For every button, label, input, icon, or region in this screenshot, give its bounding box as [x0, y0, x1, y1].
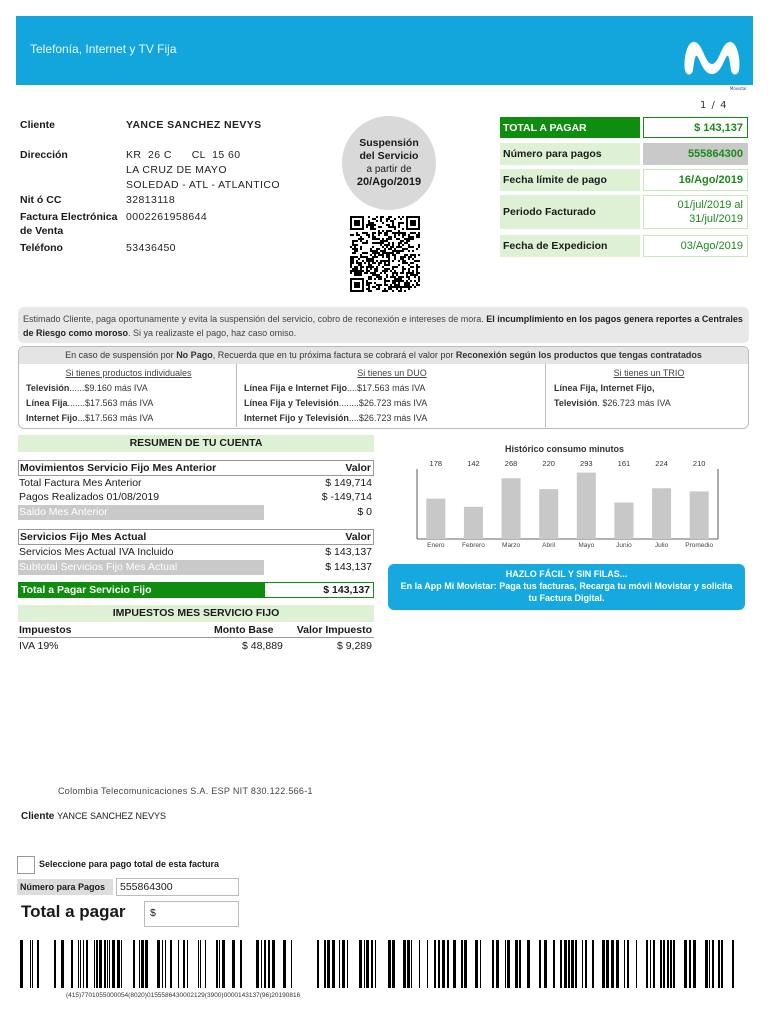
- app-info-line2: En la App Mi Movistar: Paga tus facturas, Recarga tu móvil Movistar y solicita: [400, 581, 733, 591]
- direccion-line1: KR 26 C CL 15 60: [126, 149, 241, 161]
- total-factura-value: $ 149,714: [325, 477, 372, 489]
- servicios-head-valor: Valor: [345, 531, 371, 543]
- company-name: Colombia Telecomunicaciones S.A. ESP NIT 830.122.566-1: [58, 786, 313, 796]
- duo-line3-label: Internet Fijo y Televisión: [244, 413, 349, 423]
- cliente-value: YANCE SANCHEZ NEVYS: [126, 119, 262, 131]
- servicios-head-label: Servicios Fijo Mes Actual: [20, 531, 147, 543]
- reconnection-duo: [244, 366, 540, 426]
- reconnection-head-text-1: En caso de suspensión por: [65, 350, 174, 360]
- coupon-total-input[interactable]: $: [144, 901, 239, 927]
- servicios-label: Servicios Mes Actual IVA Incluido: [19, 546, 174, 558]
- pay-total-label: Seleccione para pago total de esta factura: [39, 859, 220, 869]
- reconnection-trio: [554, 366, 744, 411]
- chart-value-label: 210: [692, 459, 706, 468]
- trio-title: Si tienes un TRIO: [613, 368, 685, 378]
- servicios-value: $ 143,137: [325, 546, 372, 558]
- saldo-label: Saldo Mes Anterior: [18, 505, 264, 520]
- impuestos-head-valor: Valor Impuesto: [296, 624, 372, 636]
- chart-title: Histórico consumo minutos: [505, 444, 625, 454]
- impuestos-row: [18, 639, 374, 654]
- chart-bar: [464, 507, 483, 539]
- summary-periodo-label: Periodo Facturado: [500, 195, 640, 229]
- summary-fecha-limite-value: 16/Ago/2019: [643, 169, 748, 191]
- suspension-date: 20/Ago/2019: [356, 176, 422, 188]
- chart-bar: [502, 478, 521, 539]
- chart-value-label: 224: [655, 459, 668, 468]
- trio-line1-label: Línea Fija, Internet Fijo,: [554, 383, 655, 393]
- trio-line2-price: . $26.723 más IVA: [597, 398, 671, 408]
- direccion-label: Dirección: [20, 149, 68, 161]
- subtotal-value: $ 143,137: [325, 561, 372, 573]
- qr-code-icon: [350, 216, 420, 292]
- impuestos-head: [18, 623, 374, 638]
- notice-text-bold: El incumplimiento en los pagos genera reportes a Centrales de Riesgo como moroso: [23, 314, 743, 338]
- nit-label: Nit ó CC: [20, 194, 62, 206]
- chart-bar: [614, 503, 633, 539]
- summary-expedicion-row: [500, 235, 748, 257]
- coupon-client-label: Cliente: [21, 811, 55, 822]
- total-factura-row: [18, 476, 374, 491]
- chart-category-label: Febrero: [462, 542, 485, 549]
- summary-numero-label: Número para pagos: [500, 143, 640, 165]
- chart-bar: [577, 473, 596, 539]
- trio-line2-label: Televisión: [554, 398, 598, 408]
- page-number: 1 / 4: [700, 100, 728, 111]
- chart-category-label: Enero: [427, 542, 445, 549]
- summary-periodo-value-2: 31/jul/2019: [689, 213, 743, 225]
- servicios-row: [18, 545, 374, 560]
- chart-bar: [690, 491, 709, 539]
- summary-total-row: [500, 117, 748, 138]
- reconnection-individual: [26, 366, 231, 426]
- resumen-title: RESUMEN DE TU CUENTA: [18, 435, 374, 452]
- direccion-line2: LA CRUZ DE MAYO: [126, 164, 227, 176]
- subtotal-label: Subtotal Servicios Fijo Mes Actual: [18, 560, 264, 575]
- subtotal-row: [18, 560, 374, 575]
- header-banner: [16, 16, 753, 91]
- factura-label-2: de Venta: [20, 225, 64, 237]
- suspension-badge: [342, 116, 436, 210]
- factura-label: Factura Electrónica: [20, 211, 118, 223]
- summary-expedicion-value: 03/Ago/2019: [643, 235, 748, 257]
- coupon-client: [21, 811, 166, 822]
- total-factura-label: Total Factura Mes Anterior: [19, 477, 142, 489]
- summary-fecha-limite-label: Fecha límite de pago: [500, 169, 640, 191]
- chart-value-label: 293: [580, 459, 593, 468]
- direccion-line3: SOLEDAD - ATL - ATLANTICO: [126, 179, 280, 191]
- reconnection-head-bold-2: Reconexión según los productos que tengas contratados: [455, 350, 702, 360]
- duo-line1-label: Línea Fija e Internet Fijo: [244, 383, 348, 393]
- movimientos-head-valor: Valor: [345, 462, 371, 474]
- reconnection-head: [19, 347, 748, 364]
- pagos-row: [18, 490, 374, 505]
- total-fijo-label: Total a Pagar Servicio Fijo: [19, 583, 265, 597]
- summary-periodo-value-1: 01/jul/2019 al: [677, 199, 743, 211]
- barcode-icon: [20, 940, 740, 988]
- summary-expedicion-label: Fecha de Expedicion: [500, 235, 640, 257]
- movistar-logo-icon: [681, 30, 743, 80]
- impuestos-head-base: Monto Base: [214, 624, 274, 636]
- notice-text-2: . Si ya realizaste el pago, haz caso omiso.: [128, 328, 297, 338]
- column-divider: [236, 364, 237, 427]
- reconnection-head-text-2: , Recuerda que en tu próxima factura se cobrará el valor por: [212, 350, 454, 360]
- header-brand-small: Movistar: [729, 86, 747, 91]
- individual-linea-label: Línea Fija: [26, 398, 68, 408]
- impuestos-head-imp: Impuestos: [19, 624, 72, 636]
- chart-category-label: Junio: [616, 542, 632, 549]
- chart-category-label: Marzo: [502, 542, 521, 549]
- summary-periodo-row: [500, 195, 748, 229]
- app-info-line3: tu Factura Digital.: [528, 593, 605, 603]
- impuestos-title: IMPUESTOS MES SERVICIO FIJO: [18, 605, 374, 622]
- impuestos-row-base: $ 48,889: [242, 640, 283, 652]
- consumo-chart: [400, 455, 730, 550]
- summary-numero-row: [500, 143, 748, 165]
- header-tagline: Telefonía, Internet y TV Fija: [30, 42, 177, 56]
- suspension-line1: Suspensión: [359, 137, 419, 149]
- duo-line3-price: ....$26.723 más IVA: [348, 413, 428, 423]
- movimientos-head: [18, 460, 374, 476]
- suspension-line2: del Servicio: [359, 150, 419, 162]
- nit-value: 32813118: [126, 194, 176, 206]
- individual-internet-label: Internet Fijo: [26, 413, 78, 423]
- chart-bar: [652, 488, 671, 539]
- pagos-label: Pagos Realizados 01/08/2019: [19, 491, 160, 503]
- chart-category-label: Julio: [654, 542, 669, 549]
- impuestos-row-imp: IVA 19%: [19, 640, 59, 652]
- individual-internet-price: ...$17.563 más IVA: [77, 413, 154, 423]
- chart-bar: [539, 489, 558, 539]
- coupon-total-label: Total a pagar: [21, 902, 126, 921]
- reconnection-head-bold-1: No Pago: [176, 350, 213, 360]
- app-info-line1: HAZLO FÁCIL Y SIN FILAS...: [505, 569, 628, 579]
- individual-tv-price: ......$9.160 más IVA: [69, 383, 148, 393]
- summary-total-value: $ 143,137: [643, 117, 748, 138]
- app-info-banner[interactable]: [388, 564, 745, 610]
- duo-line2-price: ........$26.723 más IVA: [338, 398, 428, 408]
- factura-value: 0002261958644: [126, 211, 208, 223]
- chart-value-label: 220: [542, 459, 555, 468]
- barcode-text: (415)7701055000054(8020)0155586430002129(3900)0000143137(96)20190816: [66, 992, 301, 999]
- payment-notice: [18, 307, 749, 343]
- chart-value-label: 268: [504, 459, 518, 468]
- notice-text-1: Estimado Cliente, paga oportunamente y evita la suspensión del servicio, cobro de reconexión e intereses de mora.: [23, 314, 484, 324]
- chart-bar: [426, 499, 445, 539]
- column-divider: [545, 364, 546, 427]
- total-fijo-row: [18, 582, 374, 598]
- telefono-value: 53436450: [126, 242, 176, 254]
- duo-title: Si tienes un DUO: [357, 368, 427, 378]
- individual-tv-label: Televisión: [26, 383, 70, 393]
- coupon-client-value: YANCE SANCHEZ NEVYS: [57, 811, 166, 821]
- saldo-row: [18, 505, 374, 520]
- movimientos-head-label: Movimientos Servicio Fijo Mes Anterior: [20, 462, 217, 474]
- individual-title: Si tienes productos individuales: [65, 368, 192, 378]
- cliente-label: Cliente: [20, 119, 56, 131]
- chart-category-label: Abril: [542, 542, 556, 549]
- summary-total-label: TOTAL A PAGAR: [500, 117, 640, 138]
- coupon-numero-value: 555864300: [116, 878, 239, 896]
- telefono-label: Teléfono: [20, 242, 63, 254]
- total-fijo-value: $ 143,137: [323, 584, 370, 596]
- duo-line1-price: ....$17.563 más IVA: [347, 383, 426, 393]
- pay-total-checkbox[interactable]: [17, 856, 35, 874]
- chart-category-label: Promedio: [685, 542, 714, 549]
- servicios-head: [18, 529, 374, 545]
- coupon-numero-label: Número para Pagos: [17, 879, 113, 895]
- summary-numero-value: 555864300: [643, 143, 748, 165]
- suspension-line3: a partir de: [366, 164, 412, 175]
- saldo-value: $ 0: [357, 506, 372, 518]
- pagos-value: $ -149,714: [321, 491, 372, 503]
- individual-linea-price: .......$17.563 más IVA: [67, 398, 154, 408]
- summary-fecha-limite-row: [500, 169, 748, 191]
- impuestos-row-valor: $ 9,289: [336, 640, 372, 652]
- chart-value-label: 161: [617, 459, 631, 468]
- chart-value-label: 142: [467, 459, 480, 468]
- chart-category-label: Mayo: [578, 542, 595, 549]
- chart-value-label: 178: [429, 459, 443, 468]
- duo-line2-label: Línea Fija y Televisión: [244, 398, 339, 408]
